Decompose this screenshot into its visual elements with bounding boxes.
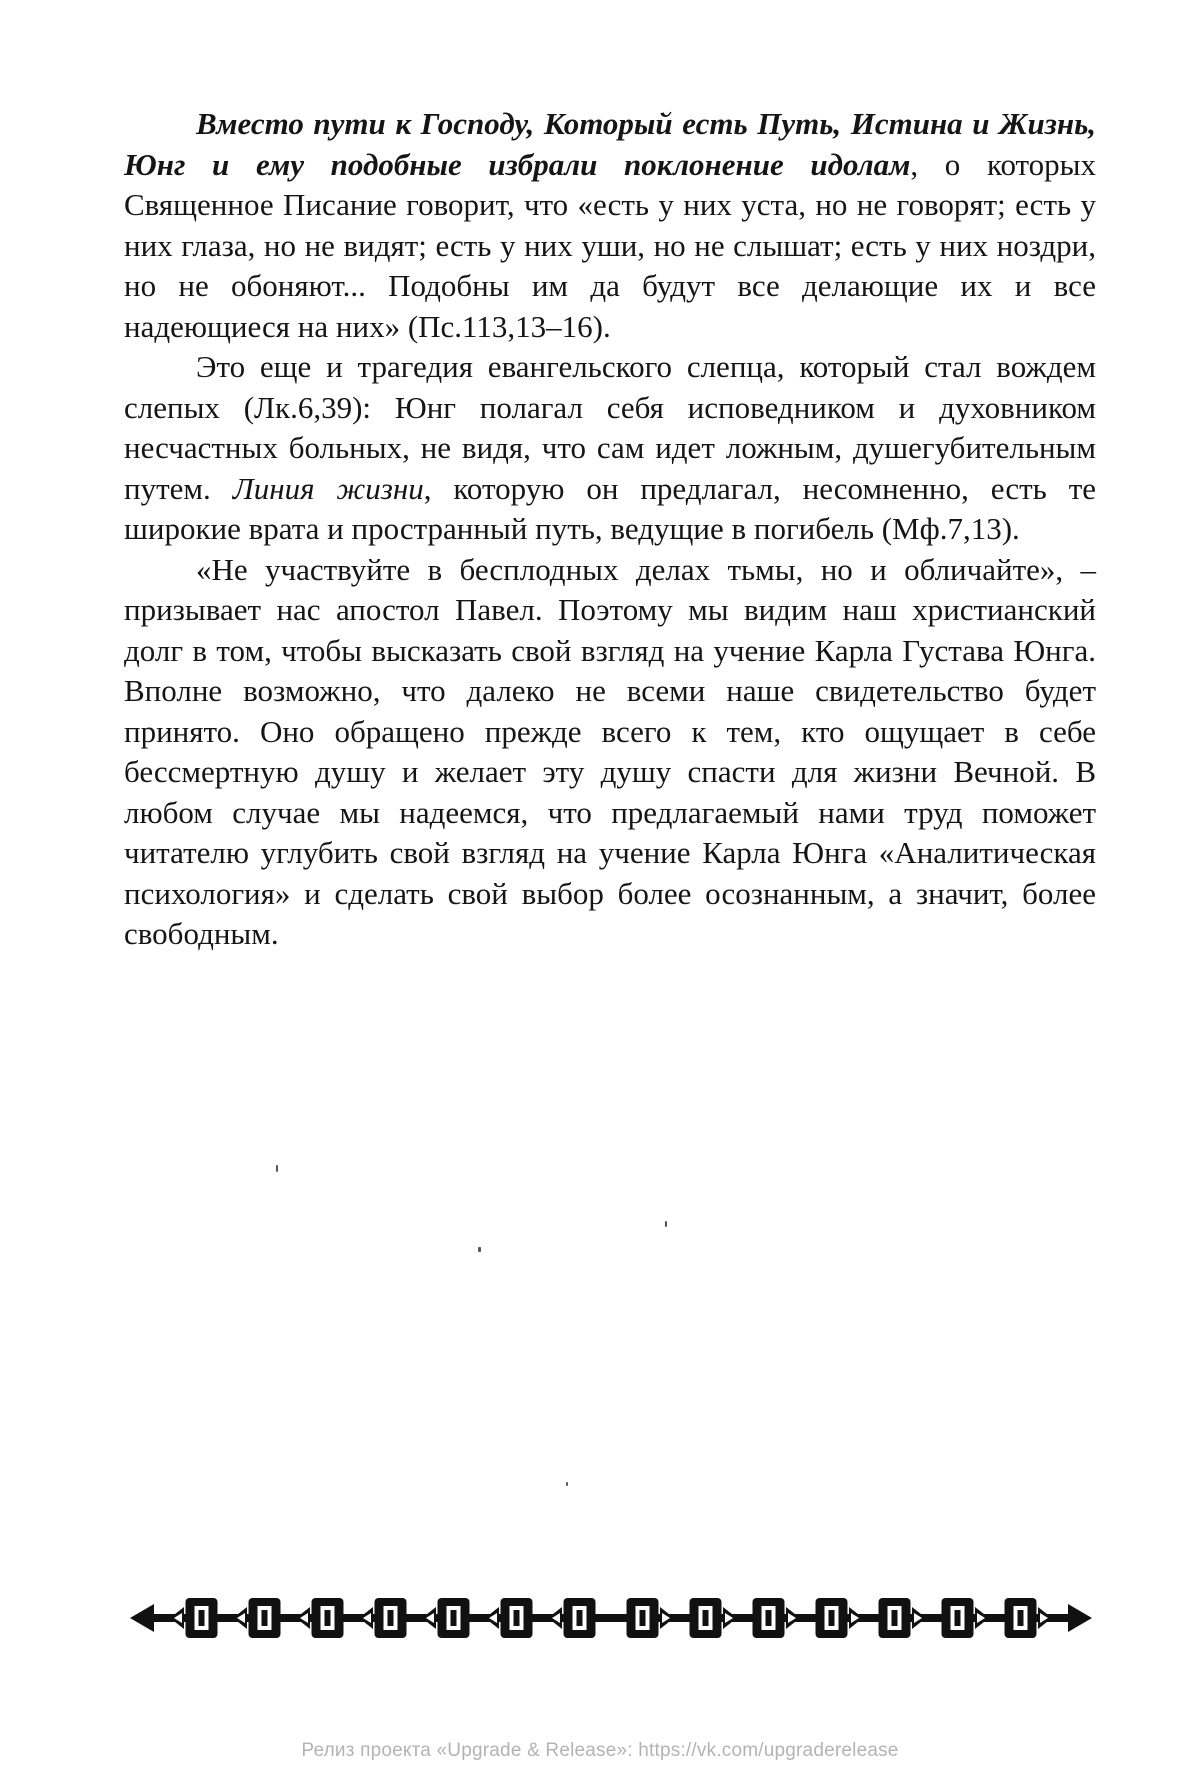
- ornament-block-core: [262, 1610, 268, 1626]
- ornament-block-core: [955, 1610, 961, 1626]
- paragraph-1-text: , о которых Священное Писание говорит, что «есть у них уста, но не говорят; есть у них глаза, но не видят; есть у них уши, но не слышат; есть у них ноздри, но не обоняют... Подобны им да будут все делающие их и все надеющиеся на них» (Пс.113,13–16).: [124, 147, 1096, 344]
- ornament-block-core: [325, 1610, 331, 1626]
- ornament-arrow-left: [130, 1604, 154, 1632]
- paragraph-3-text: «Не участвуйте в бесплодных делах тьмы, но и обличайте», – призывает нас апостол Павел. Поэтому мы видим наш христианский долг в том, чтобы высказать свой взгляд на учение Карла Густава Юнга. Вполне возможно, что далеко не всеми наше свидетельство будет принято. Оно обращено прежде всего к тем, кто ощущает в себе бессмертную душу и желает эту душу спасти для жизни Вечной. В любом случае мы надеемся, что предлагаемый нами труд поможет читателю углубить свой взгляд на учение Карла Юнга «Аналитическая психология» и сделать свой выбор более осознанным, а значит, более свободным.: [124, 552, 1096, 952]
- ornament-block-core: [703, 1610, 709, 1626]
- paragraph-2: [124, 347, 1096, 550]
- ornament-bar: [150, 1614, 1072, 1622]
- ornament-block-core: [514, 1610, 520, 1626]
- release-footer: Релиз проекта «Upgrade & Release»: https://vk.com/upgraderelease: [0, 1740, 1200, 1762]
- book-page: [0, 0, 1200, 1772]
- scan-speck: [665, 1221, 667, 1227]
- paragraph-1: [124, 104, 1096, 347]
- scan-speck: [276, 1165, 278, 1172]
- ornament-graphic: [130, 1592, 1092, 1644]
- scan-speck: [566, 1482, 568, 1486]
- ornament-block-core: [640, 1610, 646, 1626]
- ornament-block-core: [577, 1610, 583, 1626]
- italic-phrase: Линия жизни: [233, 471, 424, 506]
- ornament-block-core: [451, 1610, 457, 1626]
- paragraph-2-text-before: Это еще и трагедия евангельского слепца, который стал вождем слепых (Лк.6,39): Юнг полагал себя исповедником и духовником несчастных больных, не видя, что сам идет ложным, душегубительным путем.: [124, 349, 1096, 506]
- ornament-block-core: [766, 1610, 772, 1626]
- scan-speck: [478, 1247, 481, 1252]
- ornament-block-core: [1018, 1610, 1024, 1626]
- paragraph-3: [124, 550, 1096, 955]
- body-text: [124, 104, 1096, 955]
- paragraph-2-text-after: , которую он предлагал, несомненно, есть те широкие врата и пространный путь, ведущие в погибель (Мф.7,13).: [124, 471, 1096, 547]
- ornament-block-core: [199, 1610, 205, 1626]
- ornament-arrow-right: [1068, 1604, 1092, 1632]
- bold-italic-phrase: Вместо пути к Господу, Который есть Путь, Истина и Жизнь, Юнг и ему подобные избрали поклонение идолам: [124, 106, 1096, 182]
- decorative-border: [130, 1592, 1092, 1644]
- ornament-block-core: [388, 1610, 394, 1626]
- ornament-block-core: [892, 1610, 898, 1626]
- ornament-block-core: [829, 1610, 835, 1626]
